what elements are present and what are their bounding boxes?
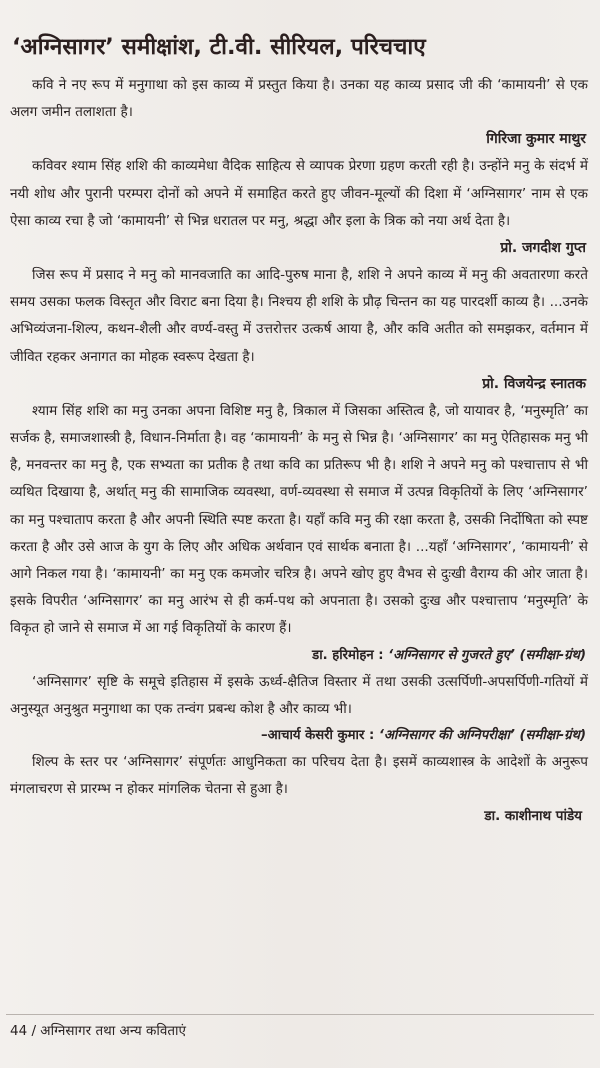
excerpt-paragraph: श्याम सिंह शशि का मनु उनका अपना विशिष्ट मनु है, त्रिकाल में जिसका अस्तित्व है, जो यायावर है, ‘मनुस्मृति’ का सर्जक है, समाजशास्त्री है, विधान-निर्माता है। वह ‘कामायनी’ के मनु से भिन्न है। ‘अग्निसागर’ का मनु ऐतिहासक मनु भी है, मनवन्तर का मनु है, एक सभ्यता का प्रतीक है तथा कवि का प्रतिरूप भी है। शशि ने अपने मनु को पश्चात्ताप से भी व्यथित दिखाया है, अर्थात् मनु की सामाजिक व्यवस्था, वर्ण-व्यवस्था से समाज में उत्पन्न विकृतियों के लिए ‘अग्निसागर’ का मनु पश्चाताप करता है और अपनी स्थिति स्पष्ट करता है। यहाँ कवि मनु की रक्षा करता है, उसकी निर्दोषिता को स्पष्ट करता है और उसे आज के युग के लिए और अधिक अर्थवान एवं सार्थक बनाता है। ...यहाँ ‘अग्निसागर’, ‘कामायनी’ से आगे निकल गया है। ‘कामायनी’ का मनु एक कमजोर चरित्र है। अपने खोए हुए वैभव से दुःखी वैराग्य की ओर जाता है। इसके विपरीत ‘अग्निसागर’ का मनु आरंभ से ही कर्म-पथ को अपनाता है। उसको दुःख और पश्चात्ताप ‘मनुस्मृति’ के विकृत हो जाने से समाज में आ गई विकृतियों के कारण हैं। xyxy=(10,402,589,637)
review-excerpts xyxy=(10,72,588,829)
footer-divider xyxy=(6,1014,594,1015)
excerpt-author xyxy=(10,723,588,749)
page-title: ‘अग्निसागर’ समीक्षांश, टी.वी. सीरियल, परिचचाए xyxy=(12,34,426,60)
excerpt-author: डा. काशीनाथ पांडेय xyxy=(484,808,582,825)
source-title: ‘अग्निसागर से गुजरते हुए’ (समीक्षा-ग्रंथ) xyxy=(388,647,586,663)
author-name: –आचार्य केसरी कुमार : xyxy=(261,728,375,744)
excerpt-paragraph: जिस रूप में प्रसाद ने मनु को मानवजाति का आदि-पुरुष माना है, शशि ने अपने काव्य में मनु की अवतारणा करते समय उसका फलक विस्तृत और विराट बना दिया है। निश्चय ही शशि के प्रौढ़ चिन्तन का यह पारदर्शी काव्य है। ...उनके अभिव्यंजना-शिल्प, कथन-शैली और वर्ण्य-वस्तु में उत्तरोत्तर उत्कर्ष आया है, और कवि अतीत को समझकर, वर्तमान में जीवित रहकर अनागत का मोहक स्वरूप देखता है। xyxy=(10,267,588,365)
excerpt-paragraph: कवि ने नए रूप में मनुगाथा को इस काव्य में प्रस्तुत किया है। उनका यह काव्य प्रसाद जी की ‘कामायनी’ से एक अलग जमीन तलाशता है। xyxy=(10,77,588,121)
source-title: ‘अग्निसागर की अग्निपरीक्षा’ (समीक्षा-ग्रंथ) xyxy=(378,728,586,744)
excerpt-author xyxy=(10,643,588,669)
page-footer: 44 / अग्निसागर तथा अन्य कविताएं xyxy=(10,1023,186,1039)
excerpt-paragraph: ‘अग्निसागर’ सृष्टि के समूचे इतिहास में इसके ऊर्ध्व-क्षैतिज विस्तार में तथा उसकी उत्सर्पिणी-अपसर्पिणी-गतियों में अनुस्यूत अनुश्रुत मनुगाथा का एक तन्वंग प्रबन्ध कोश है और काव्य भी। xyxy=(10,673,588,717)
excerpt-author: प्रो. विजयेन्द्र स्नातक xyxy=(482,375,586,392)
excerpt-author: प्रो. जगदीश गुप्त xyxy=(500,240,586,257)
author-name: डा. हरिमोहन : xyxy=(312,647,384,663)
excerpt-paragraph: कविवर श्याम सिंह शशि की काव्यमेधा वैदिक साहित्य से व्यापक प्रेरणा ग्रहण करती रही है। उन्होंने मनु के संदर्भ में नयी शोध और पुरानी परम्परा दोनों को अपने में समाहित करते हुए जीवन-मूल्यों की दिशा में ‘अग्निसागर’ नाम से एक ऐसा काव्य रचा है जो ‘कामायनी’ से भिन्न धरातल पर मनु, श्रद्धा और इला के त्रिक को नया अर्थ देता है। xyxy=(10,158,588,229)
excerpt-paragraph: शिल्प के स्तर पर ‘अग्निसागर’ संपूर्णतः आधुनिकता का परिचय देता है। इसमें काव्यशास्त्र के आदेशों के अनुरूप मंगलाचरण से प्रारम्भ न होकर मांगलिक चेतना से हुआ है। xyxy=(10,754,588,798)
excerpt-author: गिरिजा कुमार माथुर xyxy=(486,131,586,148)
